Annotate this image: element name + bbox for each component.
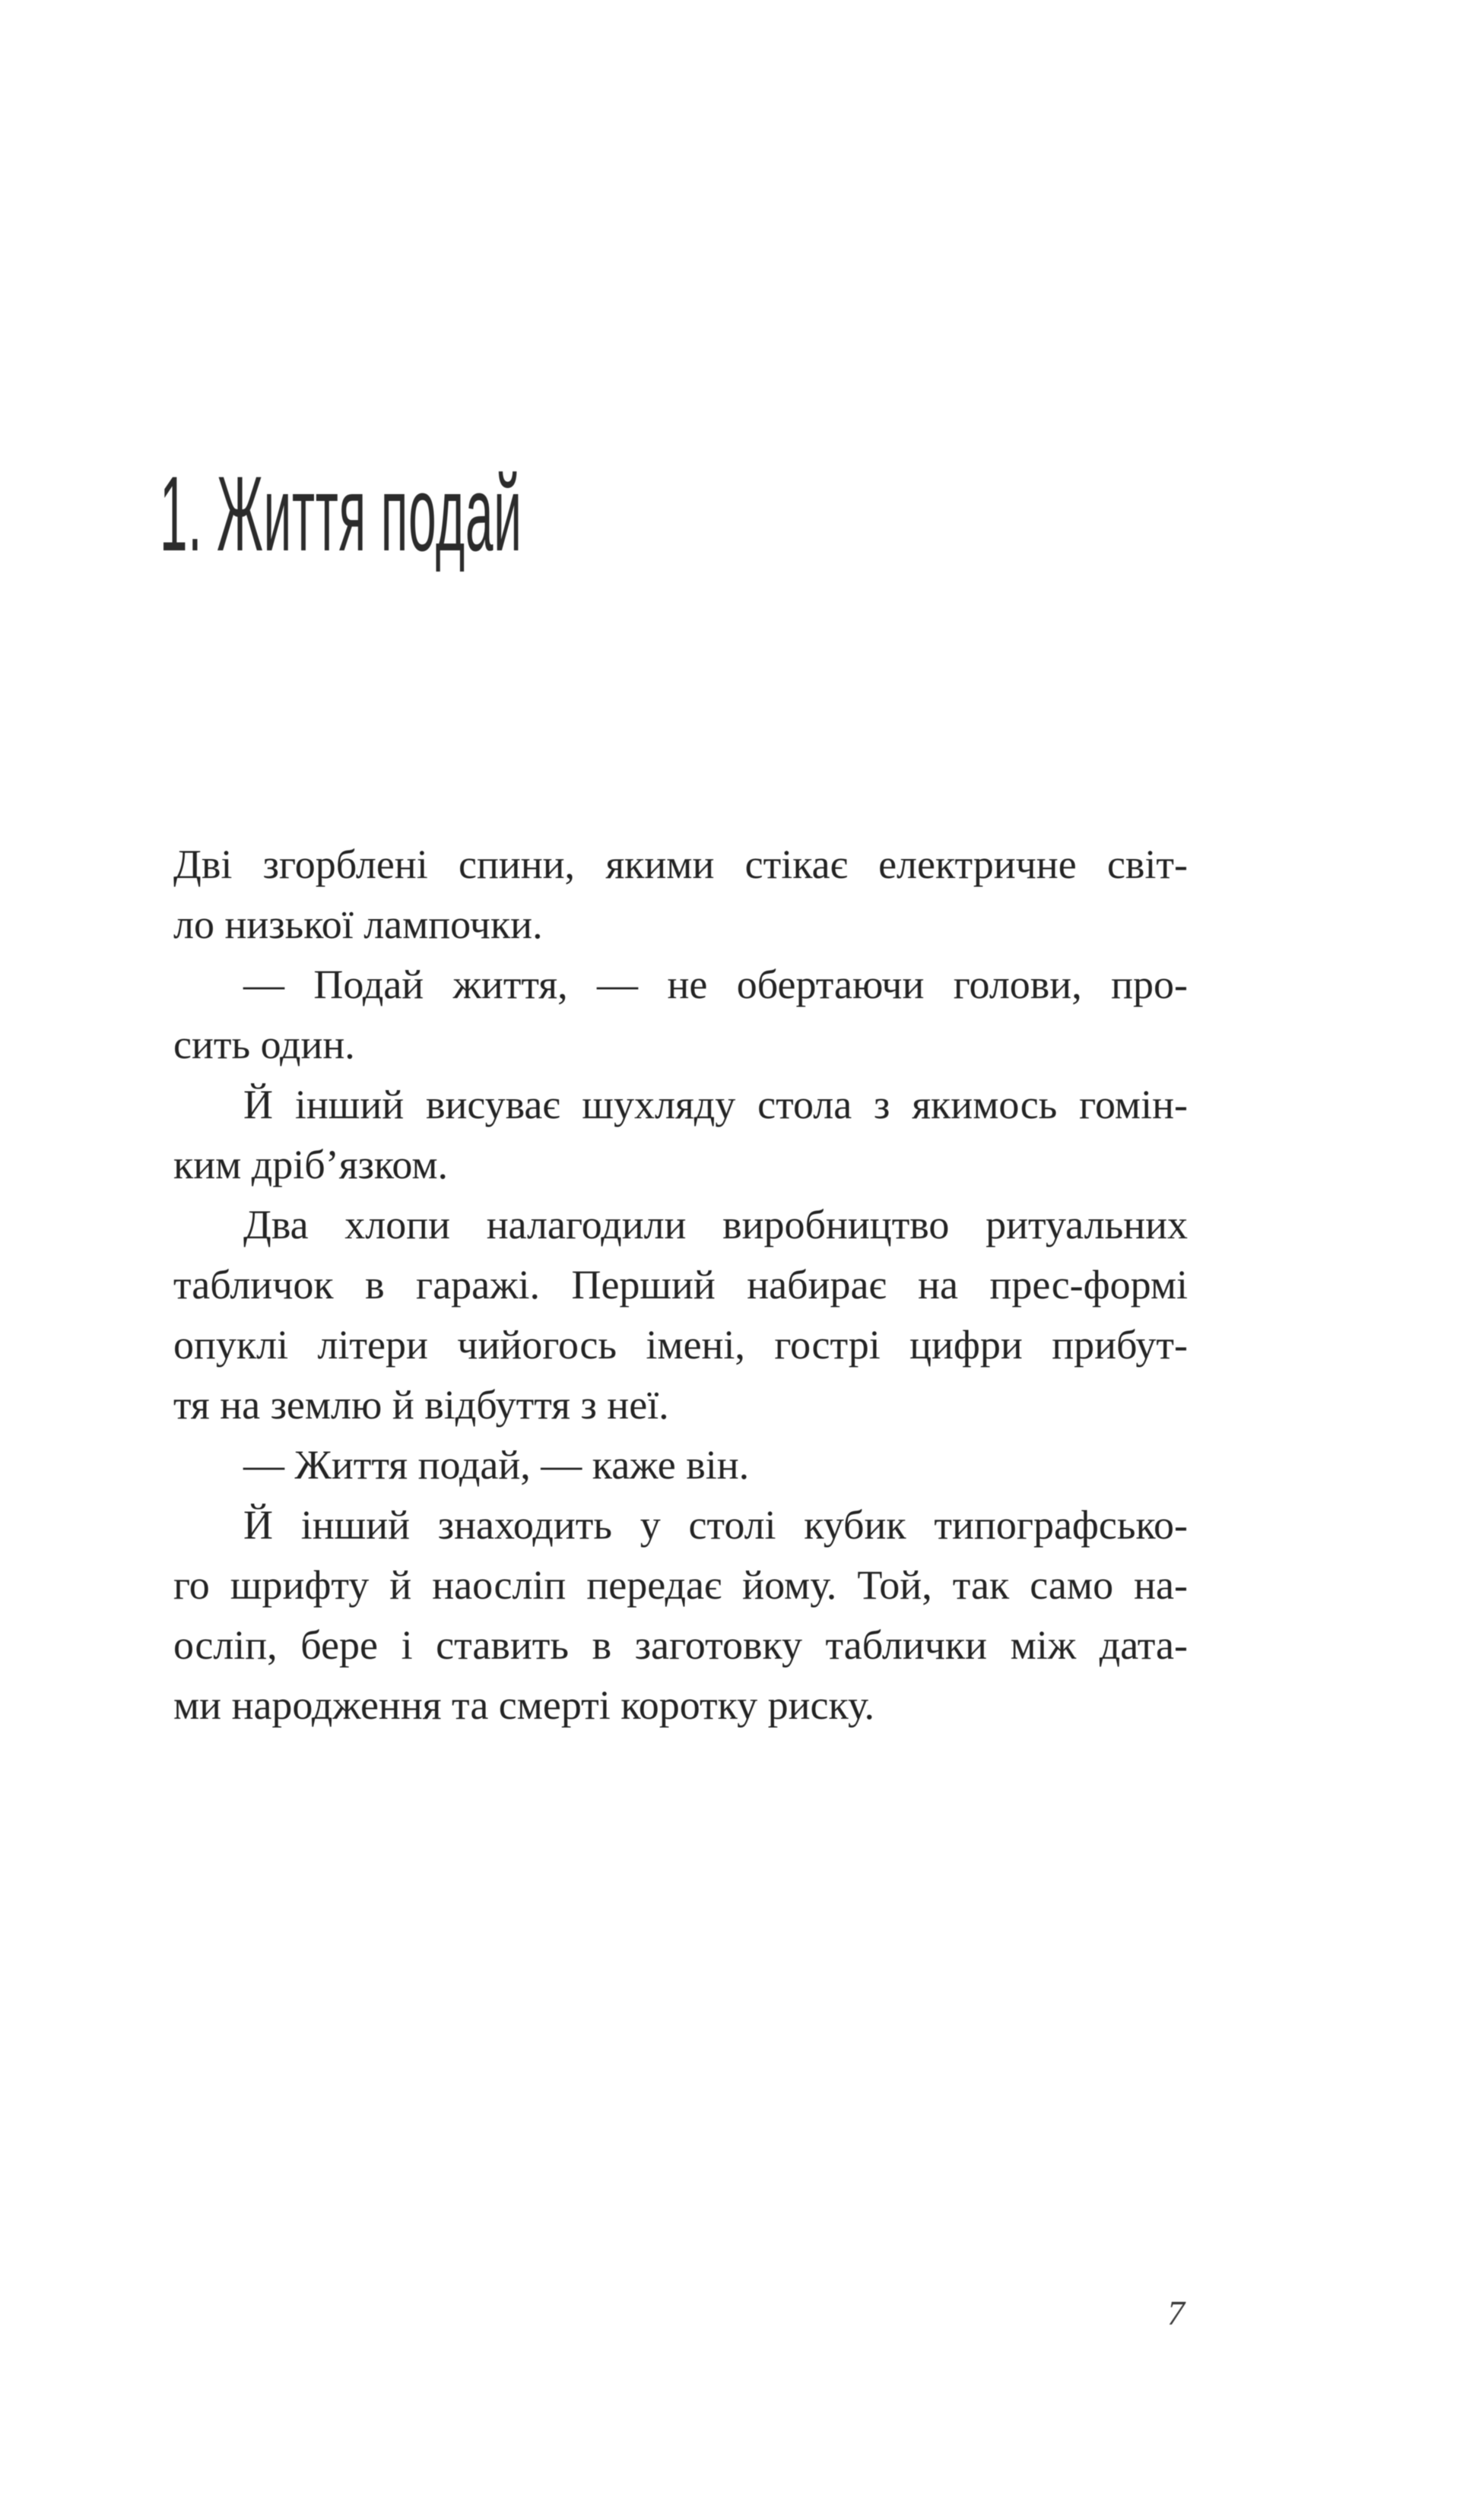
text-line: Й інший висуває шухляду стола з якимось гомін- [243, 1082, 1188, 1127]
text-line: тя на землю й відбуття з неї. [173, 1382, 669, 1428]
page-number: 7 [1167, 2293, 1185, 2332]
text-line: — Подай життя, — не обертаючи голови, про- [243, 962, 1188, 1007]
text-line: Два хлопи налагодили виробництво ритуальних [243, 1202, 1188, 1247]
text-line: табличок в гаражі. Перший набирає на прес-формі [173, 1262, 1188, 1308]
text-line: ким дріб’язком. [173, 1142, 449, 1187]
text-line: ми народження та смерті коротку риску. [173, 1682, 875, 1728]
text-line: Й інший знаходить у столі кубик типографсько- [243, 1502, 1188, 1548]
text-line: ло низької лампочки. [173, 902, 543, 947]
text-line: Дві згорблені спини, якими стікає електричне світ- [173, 842, 1188, 887]
text-line: го шрифту й наосліп передає йому. Той, так само на- [173, 1562, 1188, 1608]
body-text [173, 835, 1188, 1735]
text-line: сить один. [173, 1022, 355, 1067]
text-line: — Життя подай, — каже він. [243, 1442, 750, 1488]
text-line: осліп, бере і ставить в заготовку таблички між дата- [173, 1622, 1188, 1668]
text-line: опуклі літери чийогось імені, гострі цифри прибут- [173, 1322, 1188, 1368]
chapter-title: 1. Життя подай [160, 454, 522, 573]
